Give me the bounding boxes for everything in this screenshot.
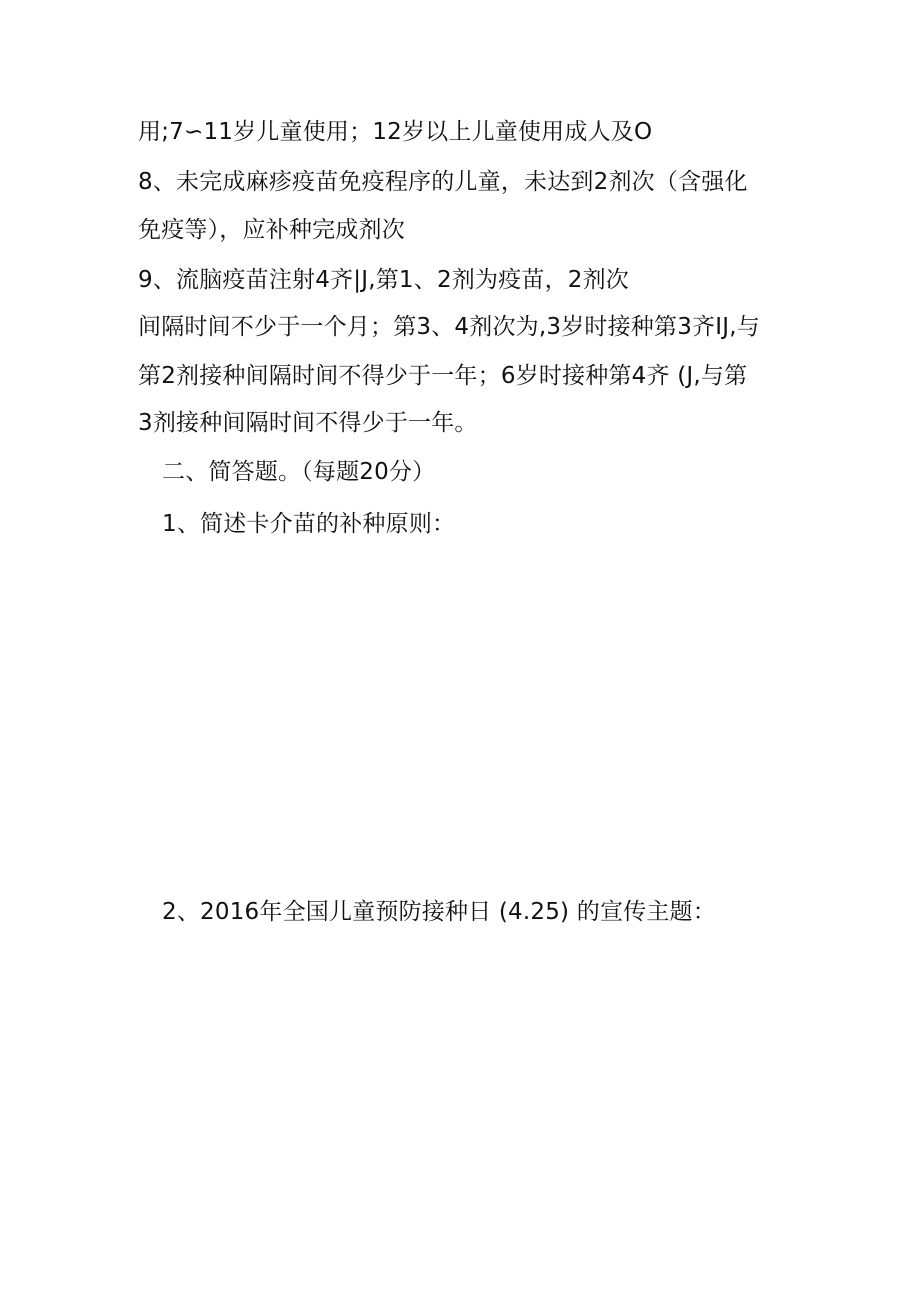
text-line-7: 3剂接种间隔时间不得少于一年。 [138,410,478,436]
section-heading: 二、简答题。（每题20分） [162,459,436,485]
question-1: 1、简述卡介苗的补种原则： [162,511,456,537]
text-line-2: 8、未完成麻疹疫苗免疫程序的儿童，未达到2剂次（含强化 [138,169,748,195]
text-line-5: 间隔时间不少于一个月；第3、4剂次为,3岁时接种第3齐IJ,与 [138,314,760,340]
question-2: 2、2016年全国儿童预防接种日 (4.25) 的宣传主题： [162,899,716,925]
text-line-4: 9、流脑疫苗注射4齐|J,第1、2剂为疫苗，2剂次 [138,267,630,293]
text-line-6: 第2剂接种间隔时间不得少于一年；6岁时接种第4齐 (J,与第 [138,363,748,389]
text-line-3: 免疫等），应补种完成剂次 [138,217,405,243]
text-line-1: 用;7∽11岁儿童使用；12岁以上儿童使用成人及O [138,119,653,145]
